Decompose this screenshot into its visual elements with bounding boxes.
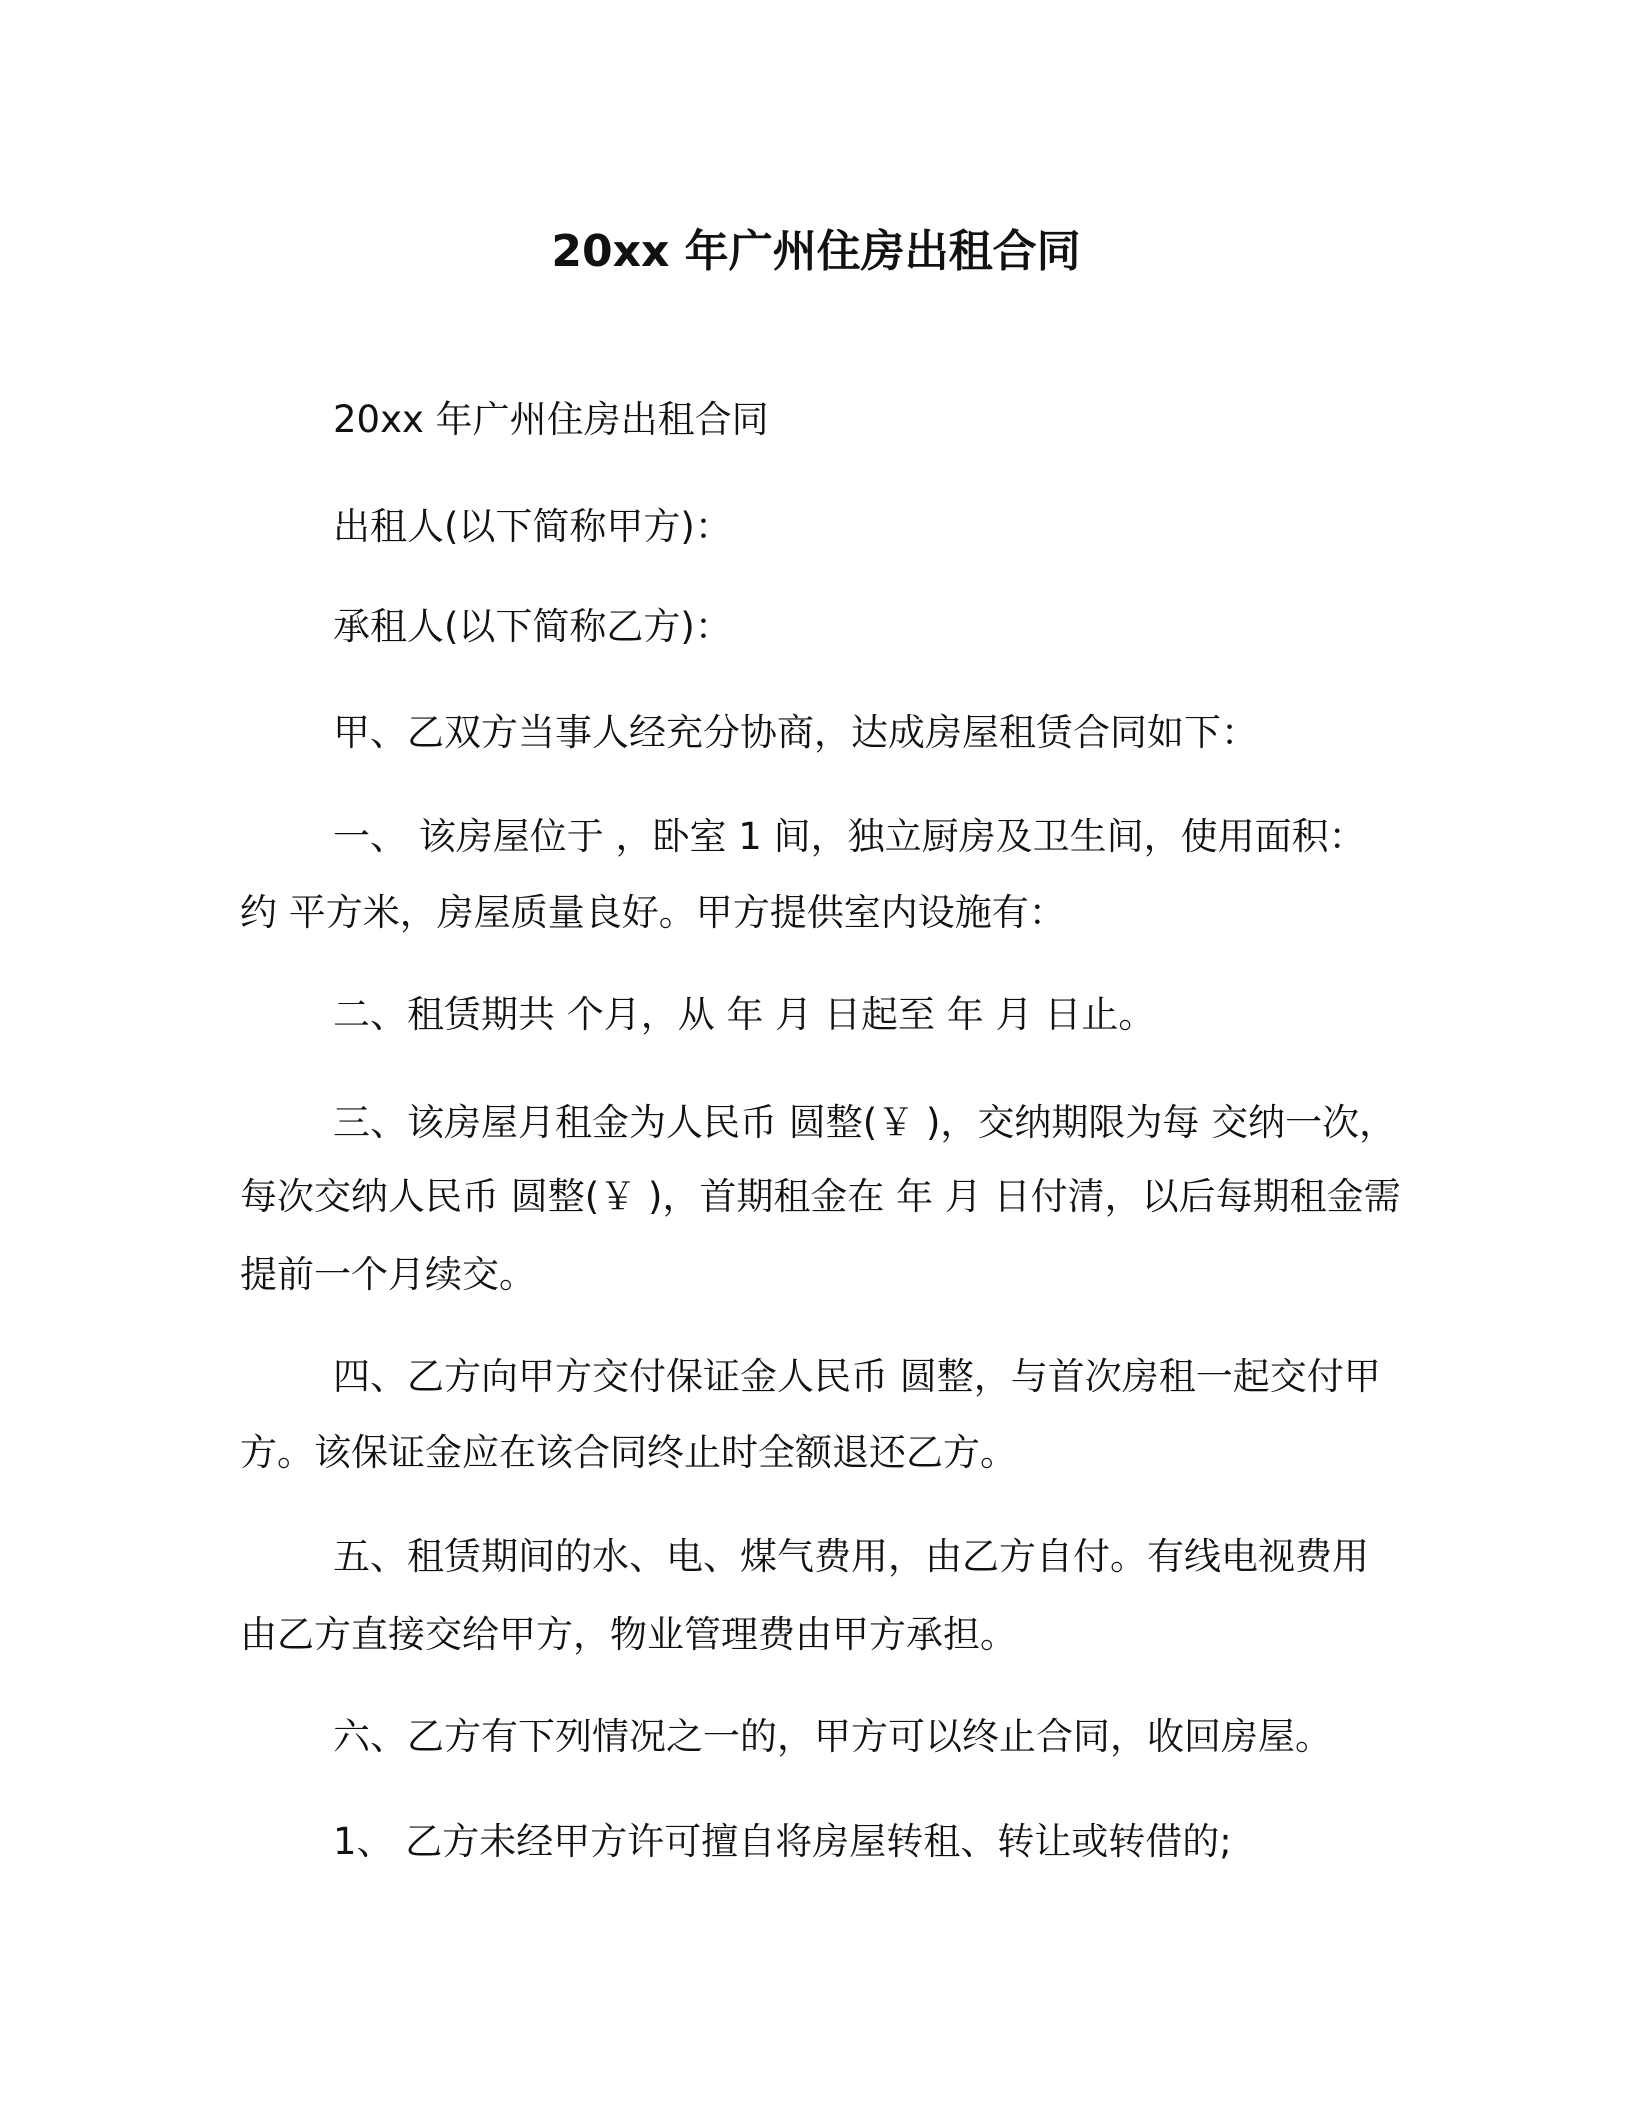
clause-3-line-3: 提前一个月续交。 bbox=[240, 1253, 536, 1296]
clause-1-line-2: 约 平方米，房屋质量良好。甲方提供室内设施有： bbox=[240, 891, 1066, 934]
document-title: 20xx 年广州住房出租合同 bbox=[551, 226, 1081, 277]
clause-5-line-1: 五、租赁期间的水、电、煤气费用，由乙方自付。有线电视费用 bbox=[333, 1535, 1369, 1578]
agreement-intro: 甲、乙双方当事人经充分协商，达成房屋租赁合同如下： bbox=[333, 711, 1258, 754]
clause-6-item-1: 1、 乙方未经甲方许可擅自将房屋转租、转让或转借的; bbox=[333, 1820, 1232, 1863]
clause-3-line-2: 每次交纳人民币 圆整(￥ )，首期租金在 年 月 日付清，以后每期租金需 bbox=[240, 1175, 1401, 1218]
clause-4-line-1: 四、乙方向甲方交付保证金人民币 圆整，与首次房租一起交付甲 bbox=[333, 1355, 1381, 1398]
lessor-line: 出租人(以下简称甲方)： bbox=[333, 505, 732, 548]
contract-heading: 20xx 年广州住房出租合同 bbox=[333, 398, 769, 441]
clause-6: 六、乙方有下列情况之一的，甲方可以终止合同，收回房屋。 bbox=[333, 1715, 1332, 1758]
lessee-line: 承租人(以下简称乙方)： bbox=[333, 605, 732, 648]
clause-1-line-1: 一、 该房屋位于 ，卧室 1 间，独立厨房及卫生间，使用面积： bbox=[333, 815, 1366, 858]
clause-4-line-2: 方。该保证金应在该合同终止时全额退还乙方。 bbox=[240, 1431, 1017, 1474]
clause-3-line-1: 三、该房屋月租金为人民币 圆整(￥ )，交纳期限为每 交纳一次， bbox=[333, 1101, 1397, 1144]
clause-2: 二、租赁期共 个月，从 年 月 日起至 年 月 日止。 bbox=[333, 993, 1156, 1036]
clause-5-line-2: 由乙方直接交给甲方，物业管理费由甲方承担。 bbox=[240, 1613, 1017, 1656]
